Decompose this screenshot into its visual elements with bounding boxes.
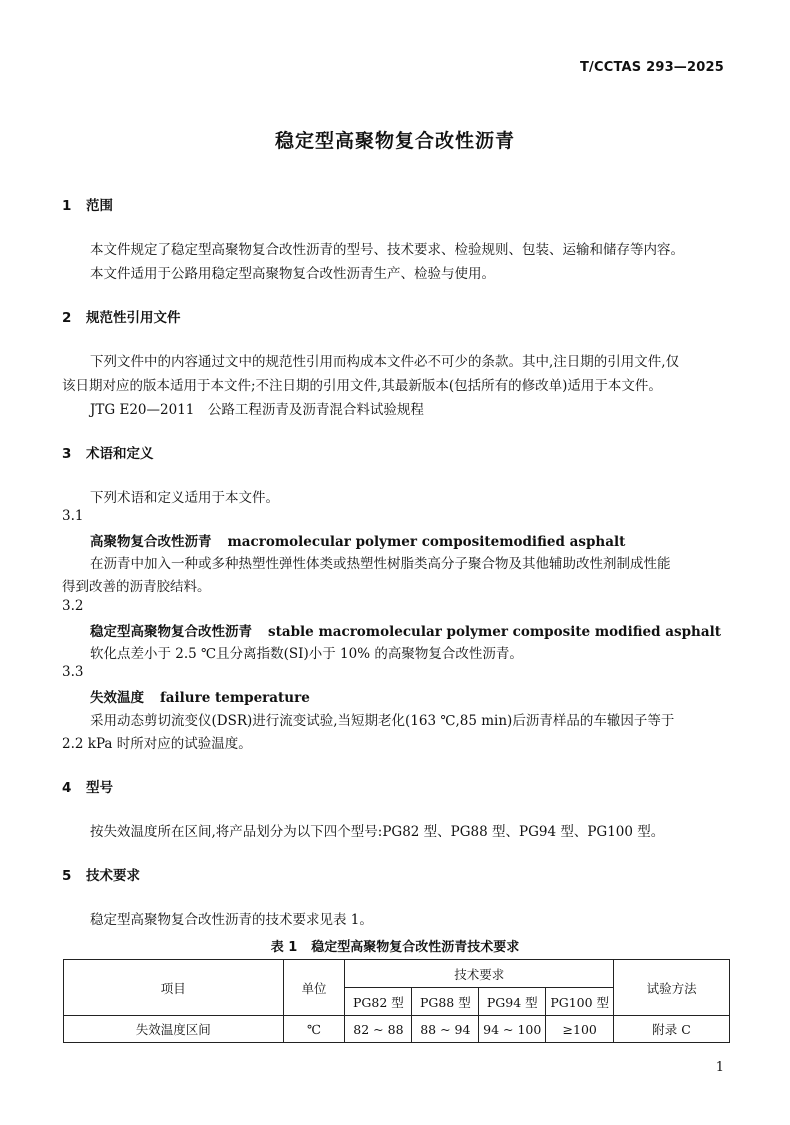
term-definition-line-1: 软化点差小于 2.5 ℃且分离指数(SI)小于 10% 的高聚物复合改性沥青。 [90, 646, 523, 662]
section-title: 型号 [86, 780, 113, 796]
header-item: 项目 [64, 960, 284, 1016]
spec-table [63, 959, 730, 1043]
normative-paragraph-line-2: 该日期对应的版本适用于本文件;不注日期的引用文件,其最新版本(包括所有的修改单)适用于本文件。 [62, 378, 662, 394]
section-number: 5 [62, 868, 72, 884]
section-title: 技术要求 [86, 868, 140, 884]
document-title: 稳定型高聚物复合改性沥青 [274, 130, 515, 152]
term-chinese: 失效温度 [90, 690, 144, 706]
term-heading [90, 530, 625, 550]
term-definition-line-1: 在沥青中加入一种或多种热塑性弹性体类或热塑性树脂类高分子聚合物及其他辅助改性剂制成性能 [90, 556, 671, 572]
cell-value: 82 ~ 88 [345, 1016, 412, 1043]
cell-value: 94 ~ 100 [479, 1016, 546, 1043]
term-english: failure temperature [160, 690, 310, 706]
standard-code: T/CCTAS 293—2025 [579, 60, 724, 75]
normative-paragraph-line-1: 下列文件中的内容通过文中的规范性引用而构成本文件必不可少的条款。其中,注日期的引用文件,仅 [90, 354, 680, 370]
term-heading [90, 686, 310, 706]
section-number: 1 [62, 198, 72, 214]
term-english: macromolecular polymer compositemodified asphalt [227, 534, 626, 550]
header-type: PG100 型 [546, 988, 614, 1016]
cell-item: 失效温度区间 [64, 1016, 284, 1043]
scope-paragraph-2: 本文件适用于公路用稳定型高聚物复合改性沥青生产、检验与使用。 [90, 266, 495, 282]
header-type: PG82 型 [345, 988, 412, 1016]
term-definition-line-2: 得到改善的沥青胶结料。 [62, 579, 211, 595]
term-number: 3.2 [62, 598, 84, 614]
term-english: stable macromolecular polymer composite modified asphalt [268, 624, 721, 640]
cell-value: ≥100 [546, 1016, 614, 1043]
cell-method: 附录 C [614, 1016, 730, 1043]
types-paragraph: 按失效温度所在区间,将产品划分为以下四个型号:PG82 型、PG88 型、PG94 型、PG100 型。 [90, 824, 665, 840]
header-tech-requirements: 技术要求 [345, 960, 614, 988]
tech-paragraph: 稳定型高聚物复合改性沥青的技术要求见表 1。 [90, 912, 373, 928]
table-row [64, 1016, 730, 1043]
section-5-heading [62, 864, 140, 884]
section-1-heading [62, 194, 113, 214]
header-type: PG88 型 [412, 988, 479, 1016]
header-test-method: 试验方法 [614, 960, 730, 1016]
term-definition-line-1: 采用动态剪切流变仪(DSR)进行流变试验,当短期老化(163 ℃,85 min)后沥青样品的车辙因子等于 [90, 713, 675, 729]
cell-value: 88 ~ 94 [412, 1016, 479, 1043]
section-number: 2 [62, 310, 72, 326]
header-unit: 单位 [283, 960, 345, 1016]
cell-unit: ℃ [283, 1016, 345, 1043]
term-definition-line-2: 2.2 kPa 时所对应的试验温度。 [62, 736, 252, 752]
scope-paragraph-1: 本文件规定了稳定型高聚物复合改性沥青的型号、技术要求、检验规则、包装、运输和储存等内容。 [90, 242, 684, 258]
page-number: 1 [715, 1060, 724, 1075]
section-2-heading [62, 306, 181, 326]
terms-intro: 下列术语和定义适用于本文件。 [90, 490, 279, 506]
section-title: 术语和定义 [86, 446, 154, 462]
section-3-heading [62, 442, 154, 462]
term-chinese: 高聚物复合改性沥青 [90, 534, 212, 550]
normative-reference: JTG E20—2011 公路工程沥青及沥青混合料试验规程 [90, 402, 424, 418]
term-heading [90, 620, 721, 640]
table-title: 稳定型高聚物复合改性沥青技术要求 [311, 940, 520, 955]
table-number: 表 1 [270, 940, 298, 955]
term-number: 3.3 [62, 664, 84, 680]
section-number: 3 [62, 446, 72, 462]
section-4-heading [62, 776, 113, 796]
term-number: 3.1 [62, 508, 84, 524]
table-caption [0, 936, 790, 955]
header-type: PG94 型 [479, 988, 546, 1016]
section-number: 4 [62, 780, 72, 796]
term-chinese: 稳定型高聚物复合改性沥青 [90, 624, 252, 640]
section-title: 范围 [86, 198, 113, 214]
table-header-row [64, 960, 730, 988]
section-title: 规范性引用文件 [86, 310, 181, 326]
